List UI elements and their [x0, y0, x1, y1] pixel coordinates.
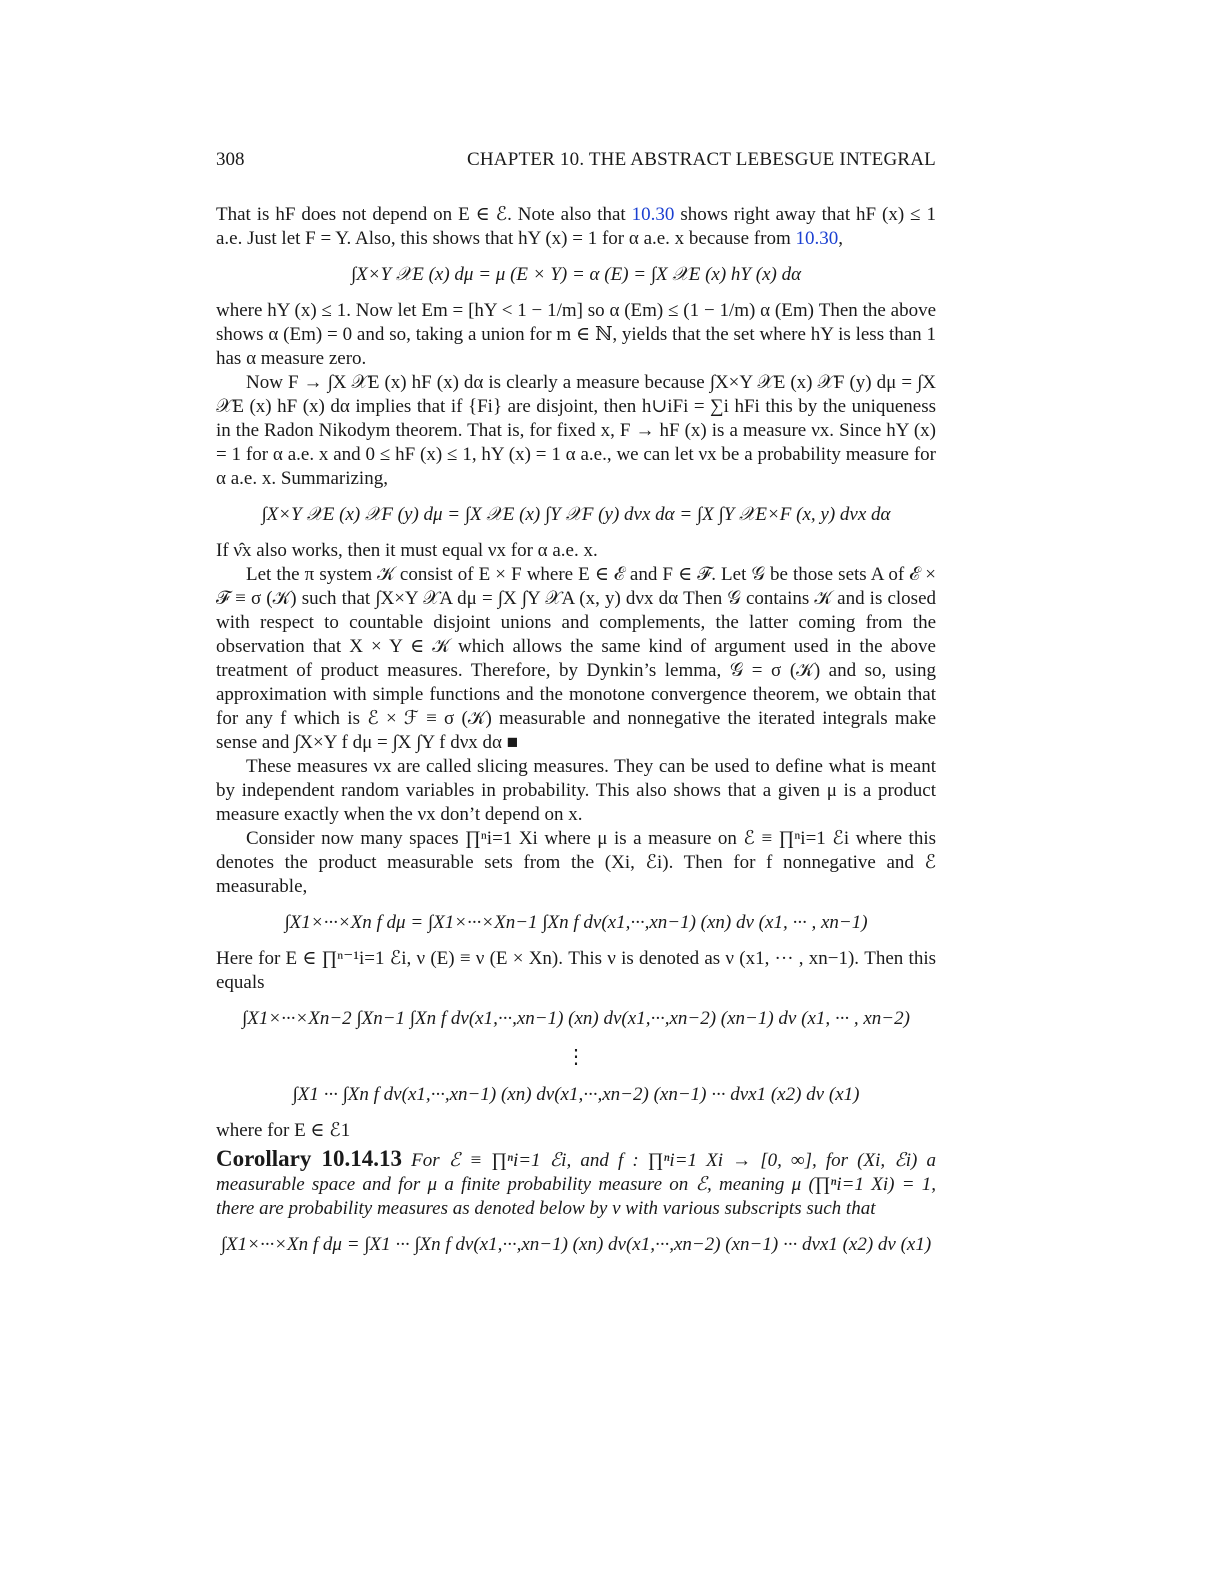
paragraph-2: where hY (x) ≤ 1. Now let Em = [hY < 1 − 1/m] so α (Em) ≤ (1 − 1/m) α (Em) Then the above shows α (Em) = 0 and so, taking a union for m ∈ ℕ, yields that the set where hY is less than 1 has α measure zero. [216, 300, 936, 369]
paragraph-3: Now F → ∫X 𝒳E (x) hF (x) dα is clearly a measure because ∫X×Y 𝒳E (x) 𝒳F (y) dμ = ∫X 𝒳E (x) hF (x) dα implies that if {Fi} are disjoint, then h∪iFi = ∑i hFi this by the uniqueness in the Radon Nikodym theorem. That is, for fixed x, F → hF (x) is a measure νx. Since hY (x) = 1 for α a.e. x and 0 ≤ hF (x) ≤ 1, hY (x) = 1 α a.e., we can let νx be a probability measure for α a.e. x. Summarizing, [216, 372, 936, 489]
paragraph-5: Let the π system 𝒦 consist of E × F where E ∈ ℰ and F ∈ ℱ. Let 𝒢 be those sets A of ℰ × ℱ ≡ σ (𝒦) such that ∫X×Y 𝒳A dμ = ∫X ∫Y 𝒳A (x, y) dνx dα Then 𝒢 contains 𝒦 and is closed with respect to countable disjoint unions and complements, the latter coming from the observation that X × Y ∈ 𝒦 which allows the same kind of argument used in the above treatment of product measures. Therefore, by Dynkin’s lemma, 𝒢 = σ (𝒦) and so, using approximation with simple functions and the monotone convergence theorem, we obtain that for any f which is ℰ × ℱ ≡ σ (𝒦) measurable and nonnegative the iterated integrals make sense and ∫X×Y f dμ = ∫X ∫Y f dνx dα ■ [216, 564, 936, 753]
vertical-ellipsis: ⋮ [566, 1046, 586, 1068]
paragraph-4: If ν̂x also works, then it must equal νx for α a.e. x. [216, 540, 598, 561]
paragraph-1-middle: shows right away that hF (x) ≤ 1 a.e. Just let F = Y. Also, this shows that hY (x) = 1 for α a.e. x because from [216, 204, 937, 249]
paragraph-7: Consider now many spaces ∏ⁿi=1 Xi where μ is a measure on ℰ ≡ ∏ⁿi=1 ℰi where this denotes the product measurable sets from the (Xi, ℰi). Then for f nonnegative and ℰ measurable, [216, 828, 936, 897]
paragraph-6: These measures νx are called slicing measures. They can be used to define what is meant by independent random variables in probability. This also shows that a given μ is a product measure exactly when the νx don’t depend on x. [216, 756, 936, 825]
paragraph-1 [216, 203, 936, 251]
equation-reference-link-2[interactable]: 10.30 [795, 228, 839, 249]
equation-2: ∫X×Y 𝒳E (x) 𝒳F (y) dμ = ∫X 𝒳E (x) ∫Y 𝒳F (y) dνx dα = ∫X ∫Y 𝒳E×F (x, y) dνx dα [261, 504, 891, 525]
equation-4: ∫X1×···×Xn−2 ∫Xn−1 ∫Xn f dν(x1,···,xn−1) (xn) dν(x1,···,xn−2) (xn−1) dν (x1, ··· , xn−2) [242, 1008, 910, 1029]
equation-reference-link[interactable]: 10.30 [631, 204, 675, 225]
paragraph-1-start: That is hF does not depend on E ∈ ℰ. Note also that [216, 204, 632, 225]
paragraph-8: Here for E ∈ ∏ⁿ⁻¹i=1 ℰi, ν (E) ≡ ν (E × Xn). This ν is denoted as ν (x1, ··· , xn−1). Then this equals [216, 948, 936, 993]
page-body [216, 203, 936, 1269]
equation-3: ∫X1×···×Xn f dμ = ∫X1×···×Xn−1 ∫Xn f dν(x1,···,xn−1) (xn) dν (x1, ··· , xn−1) [284, 912, 868, 933]
paragraph-1-end: , [838, 228, 843, 249]
equation-5: ∫X1 ··· ∫Xn f dν(x1,···,xn−1) (xn) dν(x1,···,xn−2) (xn−1) ··· dνx1 (x2) dν (x1) [292, 1084, 860, 1105]
page-number: 308 [216, 149, 245, 170]
paragraph-9: where for E ∈ ℰ1 [216, 1120, 351, 1141]
corollary [216, 1147, 936, 1221]
chapter-title: CHAPTER 10. THE ABSTRACT LEBESGUE INTEGRAL [467, 149, 936, 170]
corollary-statement: For ℰ ≡ ∏ⁿi=1 ℰi, and f : ∏ⁿi=1 Xi → [0, ∞], for (Xi, ℰi) a measurable space and for μ a finite probability measure on ℰ, meaning μ (∏ⁿi=1 Xi) = 1, there are probability measures as denoted below by ν with various subscripts such that [216, 1150, 936, 1219]
equation-6: ∫X1×···×Xn f dμ = ∫X1 ··· ∫Xn f dν(x1,···,xn−1) (xn) dν(x1,···,xn−2) (xn−1) ··· dνx1 (x2) dν (x1) [220, 1234, 932, 1255]
corollary-title: Corollary 10.14.13 [216, 1146, 403, 1171]
running-header [216, 149, 936, 175]
equation-1: ∫X×Y 𝒳E (x) dμ = μ (E × Y) = α (E) = ∫X 𝒳E (x) hY (x) dα [350, 264, 802, 285]
